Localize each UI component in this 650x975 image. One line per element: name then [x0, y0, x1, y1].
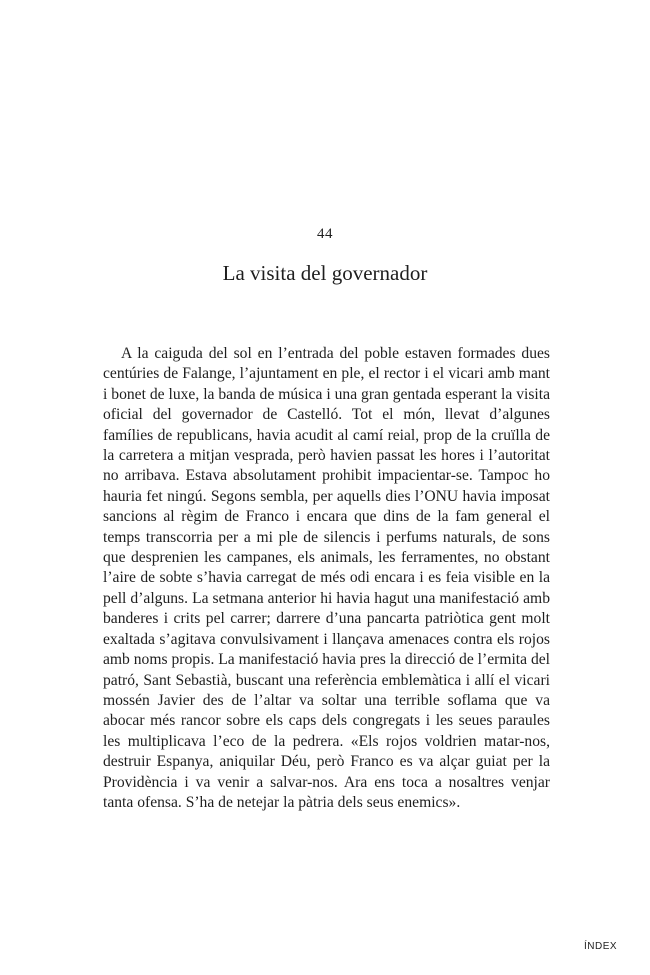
index-link[interactable]: ÍNDEX: [584, 941, 618, 952]
chapter-number: 44: [317, 226, 333, 242]
chapter-title: La visita del governador: [222, 261, 428, 285]
body-paragraph: A la caiguda del sol en l’entrada del poble estaven formades dues centúries de Falange, l’ajuntament en ple, el rector i el vicari amb mant i bonet de luxe, la banda de música i una gran gentada esperant la visita oficial del governador de Castelló. Tot el món, llevat d’algunes famílies de republicans, havia acudit al camí reial, prop de la cruïlla de la carretera a mitjan vesprada, però havien passat les hores i l’autoritat no arribava. Estava absolutament prohibit impacientar-se. Tampoc ho hauria fet ningú. Segons sembla, per aquells dies l’ONU havia imposat sancions al règim de Franco i encara que dins de la fam general el temps transcorria per a mi ple de silencis i perfums naturals, de sons que desprenien les campanes, els animals, les ferramentes, no obstant l’aire de sobte s’havia carregat de més odi encara i es feia visible en la pell d’alguns. La setmana anterior hi havia hagut una manifestació amb banderes i crits pel carrer; darrere d’una pancarta patriòtica gent molt exaltada s’agitava convulsivament i llançava amenaces contra els rojos amb noms propis. La manifestació havia pres la direcció de l’ermita del patró, Sant Sebastià, buscant una referència emblemàtica i allí el vicari mossén Javier des de l’altar va soltar una terrible soflama que va abocar més rancor sobre els caps dels congregats i les seues paraules les multiplicava l’eco de la pedrera. «Els rojos voldrien matar-nos, destruir Espanya, aniquilar Déu, però Franco es va alçar guiat per la Providència i va venir a salvar-nos. Ara ens toca a nosaltres venjar tanta ofensa. S’ha de netejar la pàtria dels seus enemics».: [103, 345, 550, 811]
